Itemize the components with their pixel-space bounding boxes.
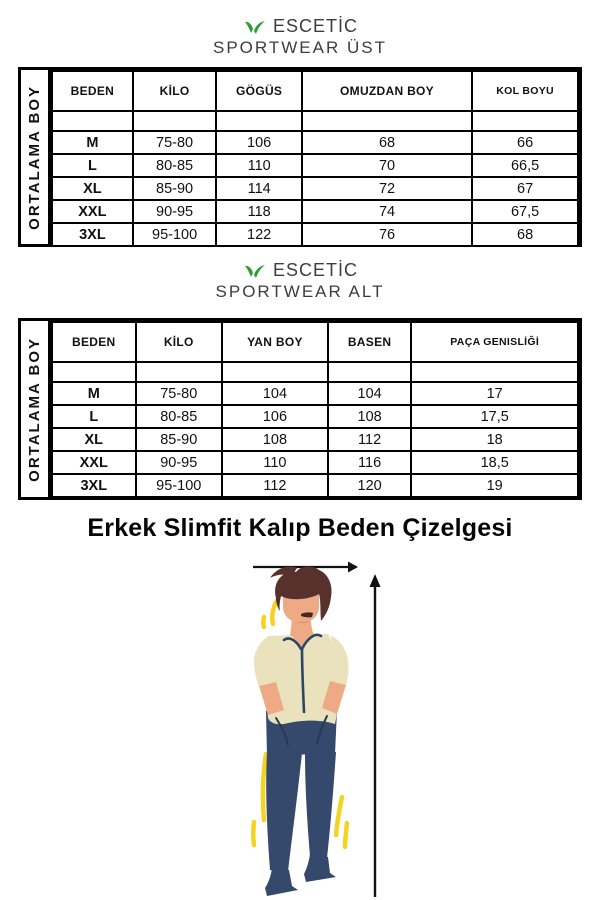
- table-row: [52, 154, 578, 177]
- column-header: KİLO: [136, 322, 223, 362]
- value-cell: 112: [328, 428, 412, 451]
- column-header: OMUZDAN BOY: [302, 71, 472, 111]
- size-cell: XXL: [52, 451, 136, 474]
- value-cell: 90-95: [133, 200, 217, 223]
- value-cell: 104: [328, 382, 412, 405]
- column-header: KİLO: [133, 71, 217, 111]
- value-cell: 68: [302, 131, 472, 154]
- value-cell: 67,5: [472, 200, 578, 223]
- value-cell: 67: [472, 177, 578, 200]
- value-cell: 19: [411, 474, 578, 497]
- spacer-row: [52, 362, 578, 382]
- value-cell: 74: [302, 200, 472, 223]
- spacer-cell: [52, 362, 136, 382]
- spacer-cell: [328, 362, 412, 382]
- size-cell: M: [52, 382, 136, 405]
- pants: [265, 707, 337, 896]
- value-cell: 17,5: [411, 405, 578, 428]
- table-row: [52, 428, 578, 451]
- column-header: YAN BOY: [222, 322, 328, 362]
- swallow-logo-icon: [242, 263, 268, 279]
- spacer-cell: [216, 111, 301, 131]
- value-cell: 118: [216, 200, 301, 223]
- value-cell: 112: [222, 474, 328, 497]
- man-figure-svg: [180, 556, 400, 900]
- value-cell: 110: [216, 154, 301, 177]
- value-cell: 95-100: [133, 223, 217, 246]
- column-header: GÖGÜS: [216, 71, 301, 111]
- section-label-bottom: SPORTWEAR ALT: [215, 282, 385, 301]
- value-cell: 90-95: [136, 451, 223, 474]
- value-cell: 122: [216, 223, 301, 246]
- value-cell: 66,5: [472, 154, 578, 177]
- side-label-ust: [21, 70, 51, 244]
- side-label-text: ORTALAMA BOY: [26, 336, 43, 482]
- column-header: BASEN: [328, 322, 412, 362]
- size-cell: M: [52, 131, 133, 154]
- value-cell: 120: [328, 474, 412, 497]
- value-cell: 104: [222, 382, 328, 405]
- size-table-ust: [18, 67, 582, 247]
- table-row: [52, 382, 578, 405]
- page-title: Erkek Slimfit Kalıp Beden Çizelgesi: [87, 514, 513, 542]
- table-row: [52, 131, 578, 154]
- value-cell: 80-85: [136, 405, 223, 428]
- size-cell: XL: [52, 428, 136, 451]
- value-cell: 75-80: [133, 131, 217, 154]
- size-table-alt-grid: [51, 321, 579, 498]
- value-cell: 95-100: [136, 474, 223, 497]
- spacer-cell: [222, 362, 328, 382]
- table-row: [52, 405, 578, 428]
- table-row: [52, 223, 578, 246]
- value-cell: 72: [302, 177, 472, 200]
- size-cell: 3XL: [52, 223, 133, 246]
- value-cell: 18: [411, 428, 578, 451]
- value-cell: 68: [472, 223, 578, 246]
- section-label-top: SPORTWEAR ÜST: [213, 38, 387, 57]
- height-arrow: [370, 574, 381, 897]
- value-cell: 85-90: [133, 177, 217, 200]
- value-cell: 17: [411, 382, 578, 405]
- spacer-cell: [136, 362, 223, 382]
- size-table-ust-grid: [51, 70, 579, 247]
- value-cell: 108: [328, 405, 412, 428]
- spacer-cell: [411, 362, 578, 382]
- value-cell: 85-90: [136, 428, 223, 451]
- column-header: BEDEN: [52, 71, 133, 111]
- size-cell: L: [52, 154, 133, 177]
- size-table-alt: [18, 318, 582, 500]
- spacer-cell: [472, 111, 578, 131]
- size-cell: XXL: [52, 200, 133, 223]
- side-label-alt: [21, 321, 51, 497]
- value-cell: 76: [302, 223, 472, 246]
- value-cell: 70: [302, 154, 472, 177]
- head: [270, 566, 332, 622]
- value-cell: 114: [216, 177, 301, 200]
- size-cell: 3XL: [52, 474, 136, 497]
- spacer-cell: [133, 111, 217, 131]
- size-cell: XL: [52, 177, 133, 200]
- spacer-cell: [52, 111, 133, 131]
- table-row: [52, 200, 578, 223]
- spacer-cell: [302, 111, 472, 131]
- size-cell: L: [52, 405, 136, 428]
- brand-logo-top: [0, 16, 600, 58]
- value-cell: 66: [472, 131, 578, 154]
- table-row: [52, 451, 578, 474]
- value-cell: 106: [216, 131, 301, 154]
- column-header: PAÇA GENISLİĞİ: [411, 322, 578, 362]
- value-cell: 18,5: [411, 451, 578, 474]
- value-cell: 75-80: [136, 382, 223, 405]
- brand-name: ESCETİC: [272, 16, 358, 36]
- spacer-row: [52, 111, 578, 131]
- value-cell: 116: [328, 451, 412, 474]
- value-cell: 106: [222, 405, 328, 428]
- value-cell: 108: [222, 428, 328, 451]
- brand-name: ESCETİC: [272, 260, 358, 280]
- side-label-text: ORTALAMA BOY: [26, 84, 43, 230]
- accent-dashes-head: [263, 599, 278, 627]
- column-header: KOL BOYU: [472, 71, 578, 111]
- man-measurement-illustration: [180, 556, 400, 900]
- swallow-logo-icon: [242, 19, 268, 35]
- value-cell: 110: [222, 451, 328, 474]
- column-header: BEDEN: [52, 322, 136, 362]
- brand-logo-bottom: [0, 260, 600, 302]
- table-row: [52, 474, 578, 497]
- table-row: [52, 177, 578, 200]
- value-cell: 80-85: [133, 154, 217, 177]
